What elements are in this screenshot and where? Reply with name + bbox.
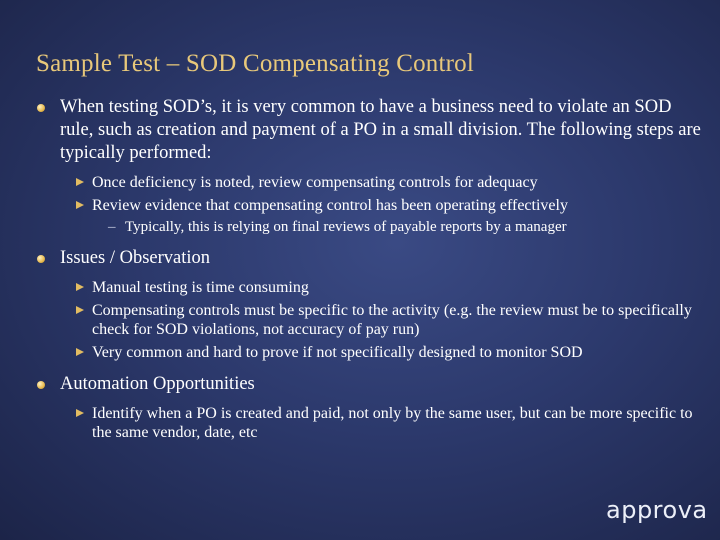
bullet-text: Issues / Observation — [60, 248, 211, 268]
sub-bullet — [36, 173, 706, 192]
sub-bullet — [36, 343, 706, 362]
bullet-sod-testing — [36, 96, 706, 165]
arrow-bullet-icon — [76, 348, 84, 356]
sub-bullet-text: Identify when a PO is created and paid, not only by the same user, but can be more specific to the same vendor, date, etc — [92, 405, 693, 441]
sub-bullet — [36, 301, 706, 339]
sub-sub-bullet — [36, 218, 706, 236]
arrow-bullet-icon — [76, 306, 84, 314]
approva-logo: approva — [606, 496, 708, 524]
sub-bullet — [36, 278, 706, 297]
arrow-bullet-icon — [76, 178, 84, 186]
arrow-bullet-icon — [76, 201, 84, 209]
sub-bullet — [36, 196, 706, 215]
sub-bullet-text: Manual testing is time consuming — [92, 279, 309, 296]
sub-sub-bullet-text: Typically, this is relying on final reviews of payable reports by a manager — [125, 219, 567, 235]
arrow-bullet-icon — [76, 283, 84, 291]
sub-bullet — [36, 404, 706, 442]
sub-bullet-text: Once deficiency is noted, review compensating controls for adequacy — [92, 174, 538, 191]
bullet-issues — [36, 247, 706, 270]
bullet-text: When testing SOD’s, it is very common to have a business need to violate an SOD rule, such as creation and payment of a PO in a small division. The following steps are typically performed: — [60, 97, 701, 163]
bullet-dot-icon — [37, 381, 45, 389]
sub-bullet-text: Compensating controls must be specific to the activity (e.g. the review must be to specifically check for SOD violations, not accuracy of pay run) — [92, 302, 692, 338]
arrow-bullet-icon — [76, 409, 84, 417]
bullet-automation — [36, 373, 706, 396]
dash-bullet-icon: – — [108, 219, 116, 235]
slide-title: Sample Test – SOD Compensating Control — [36, 50, 475, 77]
bullet-dot-icon — [37, 104, 45, 112]
slide-content — [36, 96, 706, 442]
bullet-dot-icon — [37, 255, 45, 263]
bullet-text: Automation Opportunities — [60, 374, 255, 394]
sub-bullet-text: Very common and hard to prove if not specifically designed to monitor SOD — [92, 344, 583, 361]
sub-bullet-text: Review evidence that compensating control has been operating effectively — [92, 197, 568, 214]
